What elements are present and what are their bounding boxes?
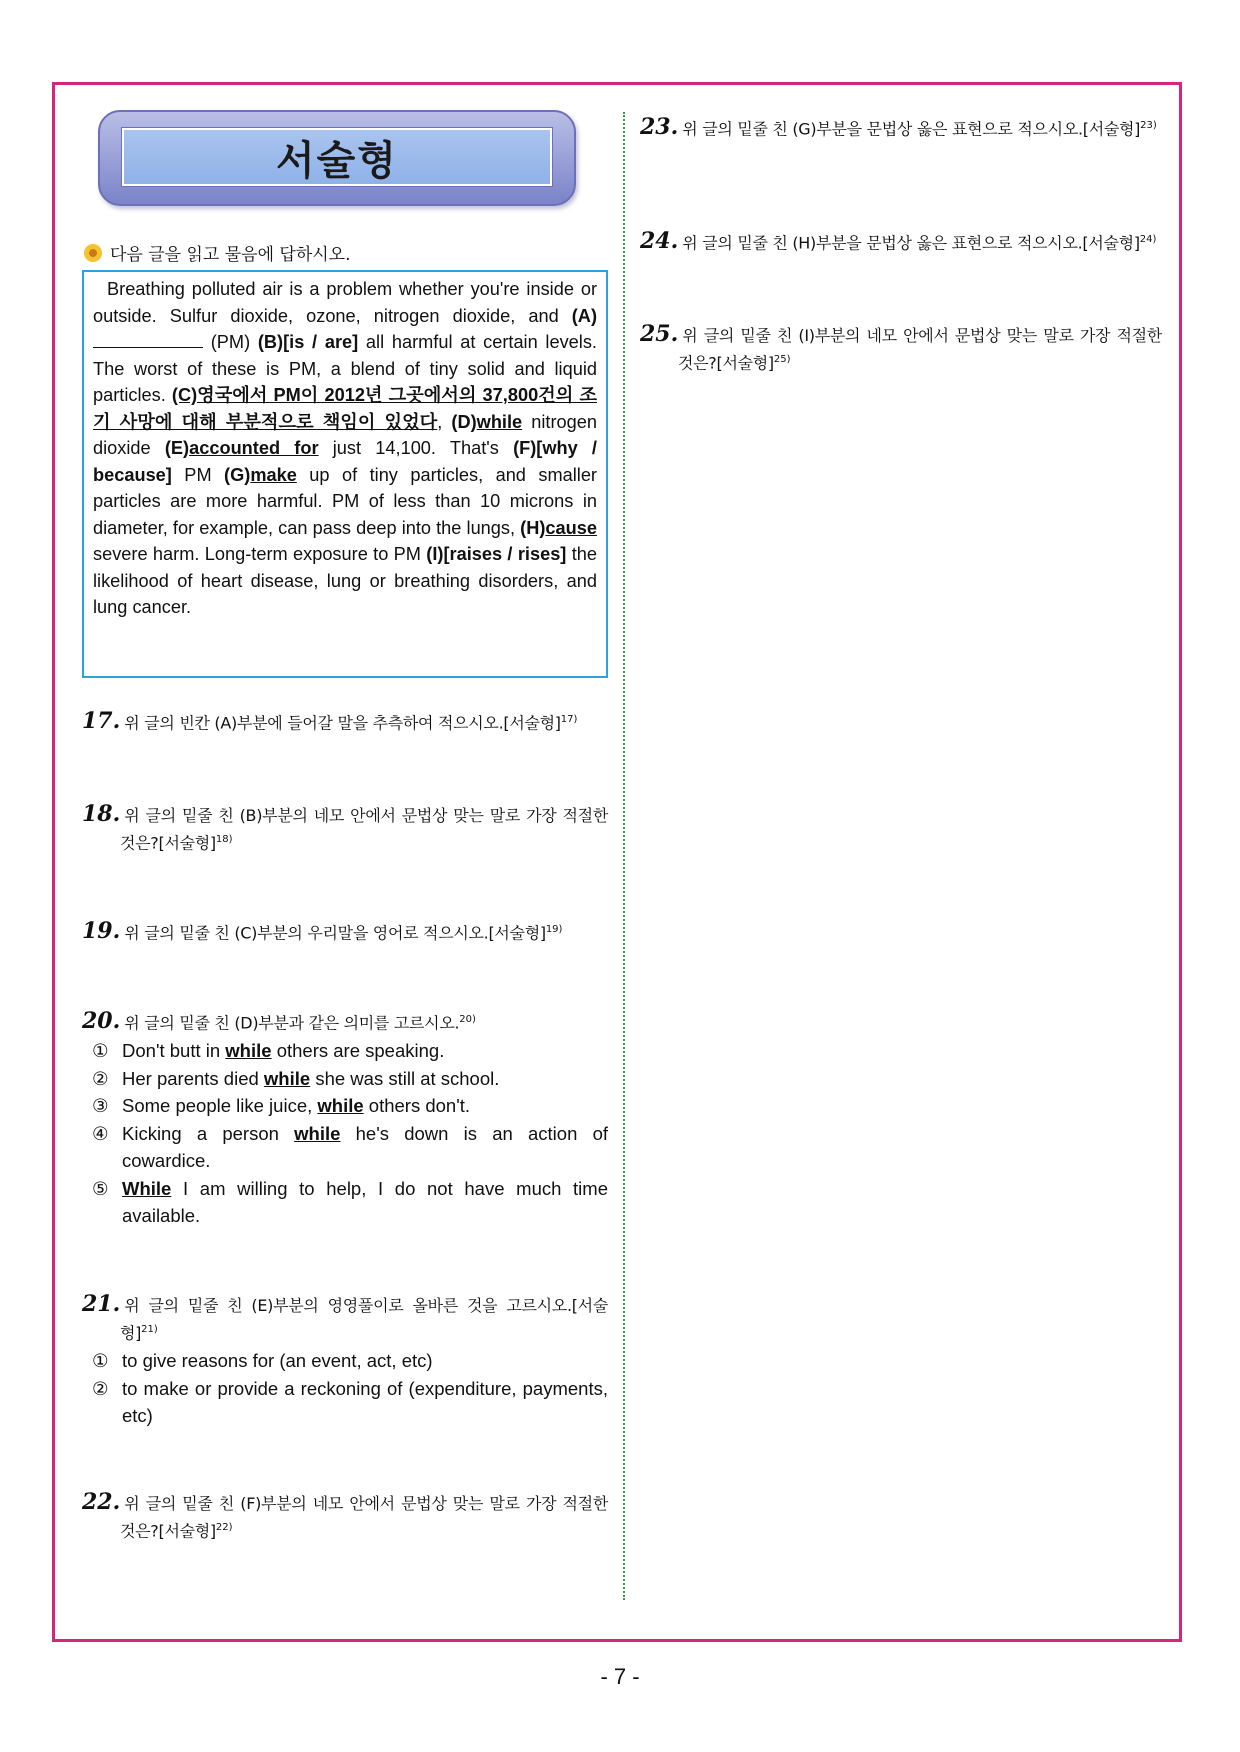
question-number: 23.	[640, 114, 679, 141]
option-marker: ④	[92, 1122, 109, 1144]
question-body	[82, 1292, 608, 1345]
question-text: 위 글의 밑줄 친 (B)부분의 네모 안에서 문법상 맞는 말로 가장 적절한 것은?[서술형]	[120, 806, 608, 853]
question-25	[640, 322, 1162, 375]
option-text: to give reasons for (an event, act, etc)	[122, 1350, 433, 1372]
option-text-post: he's down is an action of cowardice.	[122, 1122, 608, 1172]
passage-text: all harmful at certain levels. The worst of these is PM, a blend of tiny solid and liquid particles.	[93, 332, 597, 405]
question-text: 위 글의 밑줄 친 (F)부분의 네모 안에서 문법상 맞는 말로 가장 적절한 것은?[서술형]	[120, 1494, 608, 1541]
question-body	[82, 1490, 608, 1543]
option-4[interactable]	[92, 1120, 608, 1175]
option-5[interactable]	[92, 1175, 608, 1230]
instruction-text: 다음 글을 읽고 물음에 답하시오.	[110, 245, 351, 265]
marker-f: (F)[why / because]	[93, 438, 597, 485]
question-body	[640, 114, 1162, 141]
option-keyword: while	[317, 1095, 364, 1117]
question-22	[82, 1490, 608, 1543]
option-2[interactable]	[92, 1065, 608, 1093]
option-text-post: she was still at school.	[310, 1067, 500, 1089]
option-keyword: While	[122, 1177, 172, 1199]
question-18	[82, 802, 608, 855]
question-text: 위 글의 밑줄 친 (E)부분의 영영풀이로 올바른 것을 고르시오.[서술형]	[120, 1296, 608, 1343]
question-text: 위 글의 빈칸 (A)부분에 들어갈 말을 추측하여 적으시오.[서술형]	[124, 713, 561, 733]
option-text	[122, 1065, 608, 1093]
section-title: 서술형	[276, 137, 398, 184]
section-banner-inner	[122, 128, 552, 186]
passage-text: ,	[437, 411, 452, 432]
question-body	[640, 322, 1162, 375]
option-1[interactable]	[92, 1037, 608, 1065]
question-number: 21.	[82, 1291, 121, 1317]
option-marker: ③	[92, 1095, 109, 1117]
question-number: 25.	[640, 321, 679, 347]
answer-options	[92, 1347, 608, 1430]
passage-text: the likelihood of heart disease, lung or breathing disorders, and lung cancer.	[93, 544, 597, 617]
option-text	[122, 1120, 608, 1175]
option-2[interactable]	[92, 1375, 608, 1430]
footnote-ref: 25)	[773, 354, 791, 365]
option-text-pre: Kicking a person	[122, 1122, 295, 1144]
footnote-ref: 19)	[545, 924, 563, 935]
passage-paragraph	[93, 276, 597, 621]
marker-e-word: accounted for	[189, 438, 319, 458]
footnote-ref: 17)	[560, 714, 578, 725]
footnote-ref: 21)	[141, 1324, 158, 1335]
column-divider	[623, 112, 625, 1600]
option-marker: ②	[92, 1067, 109, 1089]
answer-options	[92, 1037, 608, 1230]
option-text-post: I am willing to help, I do not have much time available.	[122, 1177, 608, 1227]
blank-a	[93, 333, 203, 348]
option-text-pre: Her parents died	[122, 1067, 264, 1089]
question-text: 위 글의 밑줄 친 (D)부분과 같은 의미를 고르시오.	[124, 1013, 460, 1033]
option-text-pre: Don't butt in	[122, 1040, 226, 1062]
question-number: 19.	[82, 918, 121, 945]
option-text	[122, 1092, 608, 1120]
footnote-ref: 24)	[1139, 234, 1157, 245]
option-keyword: while	[263, 1067, 311, 1089]
question-body	[82, 802, 608, 855]
question-body	[82, 1008, 608, 1035]
option-marker: ⑤	[92, 1177, 109, 1199]
passage-text: nitrogen dioxide	[93, 411, 597, 458]
footnote-ref: 20)	[459, 1014, 476, 1025]
option-keyword: while	[225, 1040, 272, 1062]
flower-icon	[84, 244, 102, 262]
marker-g-word: make	[250, 464, 297, 485]
option-text	[122, 1175, 608, 1230]
question-number: 20.	[82, 1008, 121, 1035]
marker-h-word: cause	[545, 517, 597, 538]
question-text: 위 글의 밑줄 친 (I)부분의 네모 안에서 문법상 맞는 말로 가장 적절한 것은?[서술형]	[678, 326, 1162, 373]
question-24	[640, 228, 1170, 255]
question-19	[82, 918, 608, 945]
question-text: 위 글의 밑줄 친 (H)부분을 문법상 옳은 표현으로 적으시오.[서술형]	[682, 233, 1140, 253]
option-text-post: others don't.	[363, 1095, 471, 1117]
question-17	[82, 708, 608, 735]
marker-e: (E)	[164, 438, 190, 458]
question-number: 24.	[640, 228, 679, 255]
option-text-pre: Some people like juice,	[122, 1095, 318, 1117]
question-text: 위 글의 밑줄 친 (C)부분의 우리말을 영어로 적으시오.[서술형]	[124, 923, 546, 943]
section-banner	[98, 110, 576, 206]
passage-text: Breathing polluted air is a problem whether you're inside or outside. Sulfur dioxide, ozone, nitrogen dioxide, and	[93, 279, 597, 326]
option-1[interactable]	[92, 1347, 608, 1375]
marker-b: (B)[is / are]	[257, 332, 359, 352]
passage-text: just 14,100. That's	[318, 438, 514, 458]
page-number: - 7 -	[600, 1664, 640, 1689]
option-marker: ②	[92, 1377, 109, 1399]
reading-passage	[82, 270, 608, 678]
passage-text: up of tiny particles, and smaller particles are more harmful. PM of less than 10 microns in diameter, for example, can pass deep into the lungs,	[93, 464, 597, 538]
passage-text: (PM)	[203, 332, 258, 352]
marker-d: (D)	[451, 411, 477, 432]
question-21	[82, 1292, 608, 1430]
footnote-ref: 23)	[1140, 120, 1157, 131]
question-number: 22.	[82, 1489, 121, 1515]
option-keyword: while	[294, 1122, 341, 1144]
question-23	[640, 114, 1162, 141]
question-text: 위 글의 밑줄 친 (G)부분을 문법상 옳은 표현으로 적으시오.[서술형]	[682, 119, 1141, 139]
marker-i: (I)[raises / rises]	[426, 544, 567, 564]
question-20	[82, 1008, 608, 1230]
passage-text: severe harm. Long-term exposure to PM	[93, 544, 427, 564]
instruction	[84, 240, 351, 265]
option-marker: ①	[92, 1350, 109, 1372]
footnote-ref: 22)	[215, 1522, 233, 1533]
passage-text: PM	[171, 464, 225, 485]
option-3[interactable]	[92, 1092, 608, 1120]
option-text: to make or provide a reckoning of (expenditure, payments, etc)	[122, 1377, 608, 1427]
marker-h: (H)	[520, 517, 546, 538]
question-number: 18.	[82, 801, 121, 827]
marker-g: (G)	[224, 464, 251, 485]
marker-d-word: while	[476, 411, 523, 432]
footnote-ref: 18)	[215, 834, 233, 845]
question-number: 17.	[82, 708, 121, 735]
marker-c: (C)영국에서 PM이 2012년 그곳에서의 37,800건의 조기 사망에 대해 부분적으로 책임이 있었다	[93, 385, 597, 432]
marker-a: (A)	[571, 305, 597, 326]
option-text	[122, 1037, 608, 1065]
option-text-post: others are speaking.	[271, 1040, 445, 1062]
option-marker: ①	[92, 1040, 109, 1062]
